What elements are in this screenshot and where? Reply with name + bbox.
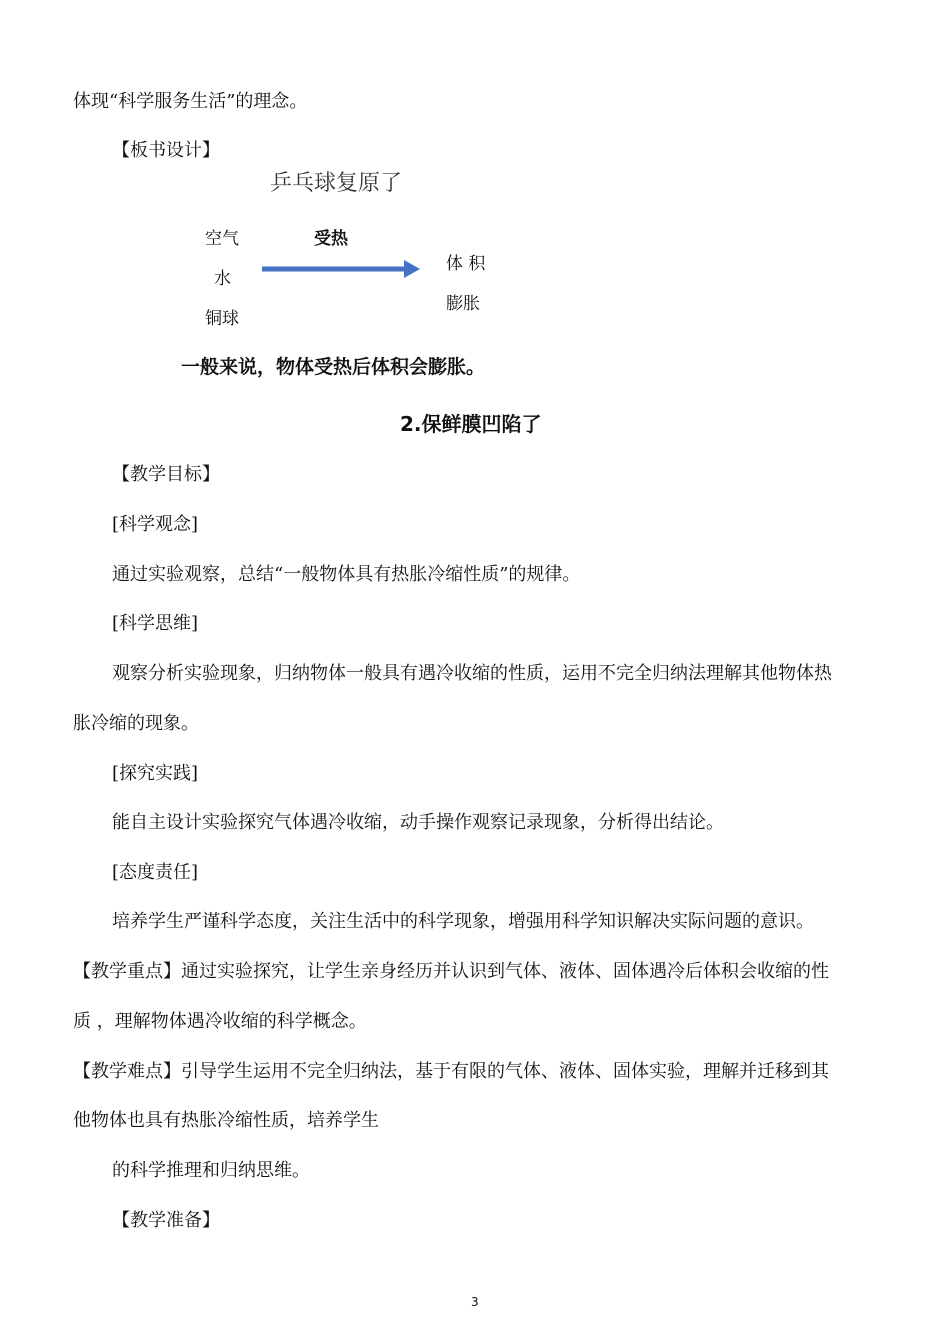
key-point-line-1: 【教学重点】通过实验探究，让学生亲身经历并认识到气体、液体、固体遇冷后体积会收缩的性 [73, 961, 829, 982]
objectives-heading: 【教学目标】 [112, 464, 220, 485]
key-point-line-2: 质 ，理解物体遇冷收缩的科学概念。 [73, 1011, 367, 1032]
concept-text: 通过实验观察，总结“一般物体具有热胀冷缩性质”的规律。 [112, 564, 581, 585]
board-conclusion: 一般来说，物体受热后体积会膨胀。 [181, 356, 486, 378]
thinking-text-line-1: 观察分析实验现象，归纳物体一般具有遇冷收缩的性质，运用不完全归纳法理解其他物体热 [112, 663, 832, 684]
difficulty-line-1: 【教学难点】引导学生运用不完全归纳法，基于有限的气体、液体、固体实验，理解并迁移到其 [73, 1061, 829, 1082]
thinking-heading: [科学思维] [112, 613, 199, 634]
difficulty-line-2: 他物体也具有热胀冷缩性质，培养学生 [73, 1110, 379, 1131]
intro-tail-text: 体现“科学服务生活”的理念。 [73, 91, 308, 112]
page-number: 3 [471, 1295, 479, 1309]
section-title: 2.保鲜膜凹陷了 [400, 412, 542, 436]
practice-text: 能自主设计实验探究气体遇冷收缩，动手操作观察记录现象，分析得出结论。 [112, 812, 724, 833]
arrow-label-heated: 受热 [314, 229, 348, 249]
board-title: 乒乓球复原了 [270, 171, 403, 196]
practice-heading: [探究实践] [112, 763, 199, 784]
concept-heading: [科学观念] [112, 514, 199, 535]
result-volume: 体 积 [446, 254, 486, 274]
result-expand: 膨胀 [446, 294, 480, 314]
difficulty-line-3: 的科学推理和归纳思维。 [112, 1160, 310, 1181]
attitude-heading: [态度责任] [112, 862, 199, 883]
thinking-text-line-2: 胀冷缩的现象。 [73, 713, 199, 734]
material-water: 水 [214, 269, 231, 289]
material-copper-ball: 铜球 [205, 309, 239, 329]
attitude-text: 培养学生严谨科学态度，关注生活中的科学现象，增强用科学知识解决实际问题的意识。 [112, 911, 814, 932]
material-air: 空气 [205, 229, 239, 249]
preparation-heading: 【教学准备】 [112, 1210, 220, 1231]
arrow-icon [262, 258, 422, 280]
board-design-heading: 【板书设计】 [112, 140, 220, 161]
